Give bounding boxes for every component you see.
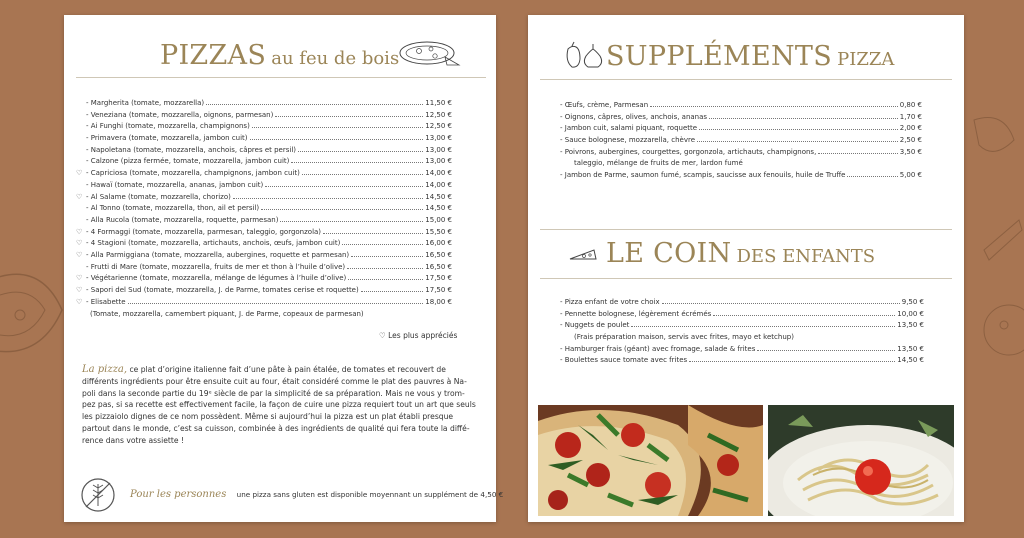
- supplements-title-main: SUPPLÉMENTS: [606, 41, 833, 72]
- dot-leader: [291, 162, 423, 163]
- menu-item-price: 14,50 €: [425, 204, 452, 213]
- menu-item-row: [76, 122, 452, 134]
- menu-item-name: taleggio, mélange de fruits de mer, lardon fumé: [574, 159, 743, 168]
- pizza-sketch-icon: [397, 39, 461, 69]
- heart-icon: ♡: [76, 239, 83, 248]
- kids-rule-top: [540, 229, 952, 230]
- menu-item-row: [560, 356, 924, 368]
- heart-icon: ♡: [76, 169, 83, 178]
- menu-item-row: [560, 148, 922, 160]
- menu-item-row: [76, 228, 452, 240]
- menu-item-name: - Œufs, crème, Parmesan: [560, 101, 649, 109]
- menu-item-row: [76, 251, 452, 263]
- menu-item-name: - Ai Funghi (tomate, mozzarella, champignons): [86, 122, 250, 131]
- no-gluten-icon: [79, 476, 117, 514]
- menu-item-name: - Alla Rucola (tomate, mozzarella, roquette, parmesan): [86, 215, 279, 224]
- dot-leader: [662, 303, 900, 304]
- menu-item-row: [560, 124, 922, 136]
- dot-leader: [713, 315, 895, 316]
- kids-title: [606, 238, 875, 269]
- supplements-list: [560, 101, 922, 183]
- menu-item-price: 16,50 €: [425, 262, 452, 271]
- menu-item-price: 12,50 €: [425, 122, 452, 131]
- heart-icon: ♡: [76, 227, 83, 236]
- menu-item-price: 16,50 €: [425, 250, 452, 259]
- pizza-sketch-left-background: [0, 260, 64, 370]
- menu-item-price: 13,00 €: [425, 157, 452, 166]
- dot-leader: [351, 256, 423, 257]
- dot-leader: [361, 291, 424, 292]
- dot-leader: [302, 174, 423, 175]
- kids-list: [560, 298, 924, 368]
- menu-item-row: [560, 310, 924, 322]
- menu-item-name: - Sauce bolognese, mozzarella, chèvre: [560, 136, 696, 145]
- menu-item-price: 17,50 €: [425, 274, 452, 283]
- heart-icon: ♡: [76, 286, 83, 294]
- dot-leader: [280, 221, 423, 222]
- menu-item-price: 0,80 €: [899, 101, 922, 109]
- menu-item-name: - Boulettes sauce tomate avec frites: [560, 356, 688, 365]
- pizzas-title: [160, 40, 399, 71]
- dot-leader: [631, 326, 895, 327]
- menu-item-row: [76, 286, 452, 298]
- menu-item-row: [76, 169, 452, 181]
- heart-icon: ♡: [76, 192, 83, 201]
- menu-item-price: 11,50 €: [425, 99, 452, 107]
- menu-item-price: 13,00 €: [425, 145, 452, 154]
- supplements-rule: [540, 79, 952, 80]
- menu-item-name: - 4 Stagioni (tomate, mozzarella, artichauts, anchois, œufs, jambon cuit): [86, 239, 341, 248]
- menu-item-price: 10,00 €: [897, 309, 924, 318]
- menu-item-name: - Pizza enfant de votre choix: [560, 298, 660, 306]
- menu-item-name: - Oignons, câpres, olives, anchois, ananas: [560, 112, 708, 121]
- menu-item-name: - Capriciosa (tomate, mozzarella, champignons, jambon cuit): [86, 169, 300, 178]
- dot-leader: [847, 176, 897, 177]
- menu-item-price: 9,50 €: [901, 298, 924, 306]
- kids-rule-bottom: [540, 278, 952, 279]
- dot-leader: [206, 104, 423, 105]
- pizzas-title-sub: au feu de bois: [271, 48, 400, 69]
- heart-icon: ♡: [76, 274, 83, 283]
- dot-leader: [757, 350, 895, 351]
- menu-item-name: - Sapori del Sud (tomate, mozzarella, J. de Parme, tomates cerise et roquette): [86, 286, 359, 294]
- dot-leader: [689, 361, 895, 362]
- menu-item-row: [560, 298, 924, 310]
- menu-item-name: - Jambon de Parme, saumon fumé, scampis, saucisse aux fenouils, huile de Truffe: [560, 171, 846, 180]
- menu-item-price: 2,50 €: [899, 136, 922, 145]
- elisabette-detail: (Tomate, mozzarella, camembert piquant, J. de Parme, copeaux de parmesan): [90, 310, 364, 318]
- pizza-slice-icon: [568, 245, 598, 265]
- kids-title-main: LE COIN: [606, 238, 732, 269]
- menu-item-name: - Végétarienne (tomate, mozzarella, mélange de légumes à l’huile d’olive): [86, 274, 347, 283]
- menu-item-price: 14,50 €: [897, 356, 924, 365]
- dot-leader: [275, 116, 423, 117]
- pizza-intro-paragraph: La pizza, ce plat d’origine italienne fait d’une pâte à pain étalée, de tomates et recouvert de différents ingrédients pour être ensuite cuit au four, était considéré comme le plat des pauvres à Na- poli dans la seconde partie du 19ᵉ siècle de par la simplicité de sa préparation. Mais ne vous y trom- pez pas, si sa recette est effectivement facile, la façon de cuire une pizza requiert tout un art que seuls les pizzaiolo dignes de ce nom possèdent. Même si aujourd’hui la pizza est un plat établi presque partout dans le monde, c’est sa cuisson, combinée à des ingrédients de qualité qui fera toute la diffé- rence dans votre assiette !: [82, 364, 476, 445]
- menu-item-name: - Elisabette: [86, 297, 126, 306]
- menu-item-row: [76, 239, 452, 251]
- dot-leader: [348, 279, 423, 280]
- menu-item-price: 16,00 €: [425, 239, 452, 248]
- menu-item-name: - Veneziana (tomate, mozzarella, oignons, parmesan): [86, 110, 274, 119]
- menu-item-price: 18,00 €: [425, 297, 452, 306]
- menu-item-row: [560, 101, 922, 113]
- menu-item-row: [76, 263, 452, 275]
- menu-item-name: - Al Salame (tomate, mozzarella, chorizo): [86, 192, 231, 201]
- supplements-page: [528, 15, 964, 522]
- dot-leader: [818, 153, 897, 154]
- pasta-photo: [768, 405, 954, 516]
- menu-item-row: [76, 111, 452, 123]
- menu-item-price: 14,50 €: [425, 192, 452, 201]
- dot-leader: [265, 186, 423, 187]
- menu-item-row: [560, 321, 924, 333]
- menu-item-row: [76, 216, 452, 228]
- menu-item-name: - Margherita (tomate, mozzarella): [86, 99, 205, 107]
- menu-item-row: [76, 193, 452, 205]
- dot-leader: [697, 141, 898, 142]
- menu-item-price: 5,00 €: [899, 171, 922, 180]
- menu-item-name: - Hawaï (tomate, mozzarella, ananas, jambon cuit): [86, 180, 264, 189]
- menu-item-row: [76, 99, 452, 111]
- menu-item-name: - Jambon cuit, salami piquant, roquette: [560, 124, 698, 133]
- dot-leader: [128, 303, 424, 304]
- pizzas-title-main: PIZZAS: [160, 40, 267, 71]
- menu-item-name: - Primavera (tomate, mozzarella, jambon cuit): [86, 134, 248, 143]
- gluten-free-note: Pour les personnes une pizza sans gluten est disponible moyennant un supplément de 4,50 €: [130, 489, 504, 500]
- menu-item-row: [560, 333, 924, 345]
- dot-leader: [261, 209, 423, 210]
- menu-item-name: - Napoletana (tomate, mozzarella, anchois, câpres et persil): [86, 145, 296, 154]
- menu-item-row: [76, 298, 452, 310]
- menu-item-row: [76, 204, 452, 216]
- dot-leader: [233, 198, 423, 199]
- heart-icon: ♡: [76, 297, 83, 306]
- menu-item-row: [76, 134, 452, 146]
- menu-item-price: 14,00 €: [425, 180, 452, 189]
- gluten-script-title: Pour les personnes: [130, 489, 227, 500]
- menu-item-row: [560, 136, 922, 148]
- menu-item-row: [76, 274, 452, 286]
- menu-item-name: - Hamburger frais (géant) avec fromage, salade & frites: [560, 344, 756, 353]
- menu-item-price: 1,70 €: [899, 112, 922, 121]
- menu-item-name: - Frutti di Mare (tomate, mozzarella, fruits de mer et thon à l’huile d’olive): [86, 262, 346, 271]
- menu-item-price: 13,00 €: [425, 134, 452, 143]
- dot-leader: [347, 268, 423, 269]
- menu-item-row: [560, 159, 922, 171]
- dot-leader: [650, 106, 898, 107]
- heart-icon: ♡: [76, 250, 83, 259]
- menu-item-price: 13,50 €: [897, 321, 924, 330]
- menu-item-name: - Poivrons, aubergines, courgettes, gorgonzola, artichauts, champignons,: [560, 147, 817, 156]
- menu-item-row: [76, 157, 452, 169]
- menu-item-row: [76, 181, 452, 193]
- pepper-garlic-icon: [562, 41, 604, 71]
- menu-item-price: 12,50 €: [425, 110, 452, 119]
- menu-item-price: 17,50 €: [425, 286, 452, 294]
- supplements-title: [606, 41, 894, 72]
- dot-leader: [252, 127, 423, 128]
- menu-item-name: - 4 Formaggi (tomate, mozzarella, parmesan, taleggio, gorgonzola): [86, 227, 322, 236]
- menu-item-name: - Al Tonno (tomate, mozzarella, thon, ail et persil): [86, 204, 260, 213]
- dot-leader: [342, 244, 423, 245]
- supplements-title-sub: PIZZA: [837, 49, 895, 70]
- pizza-photo: [538, 405, 763, 516]
- kids-title-sub: DES ENFANTS: [736, 246, 876, 267]
- pizza-list: [76, 99, 452, 309]
- menu-item-row: [560, 171, 922, 183]
- intro-script-title: La pizza,: [82, 364, 128, 375]
- menu-item-name: - Nuggets de poulet: [560, 321, 630, 330]
- heart-icon: ♡: [379, 331, 386, 340]
- menu-item-name: - Calzone (pizza fermée, tomate, mozzarella, jambon cuit): [86, 157, 290, 166]
- dot-leader: [709, 118, 898, 119]
- dot-leader: [323, 233, 423, 234]
- menu-item-price: 3,50 €: [899, 147, 922, 156]
- menu-item-price: 13,50 €: [897, 344, 924, 353]
- menu-item-row: [560, 345, 924, 357]
- menu-item-name: - Alla Parmiggiana (tomate, mozzarella, aubergines, roquette et parmesan): [86, 250, 350, 259]
- menu-item-row: [76, 146, 452, 158]
- menu-item-name: - Pennette bolognese, légèrement écrémés: [560, 309, 712, 318]
- menu-item-price: 15,00 €: [425, 215, 452, 224]
- menu-item-price: 14,00 €: [425, 169, 452, 178]
- dot-leader: [250, 139, 424, 140]
- title-rule: [76, 77, 486, 78]
- menu-item-row: [560, 113, 922, 125]
- dot-leader: [298, 151, 423, 152]
- kitchen-sketch-right-background: [964, 100, 1024, 400]
- dot-leader: [699, 129, 898, 130]
- pizza-menu-page: [64, 15, 504, 522]
- favorites-legend: ♡ Les plus appréciés: [379, 331, 458, 340]
- menu-item-name: (Frais préparation maison, servis avec frites, mayo et ketchup): [574, 333, 794, 342]
- menu-item-price: 2,00 €: [899, 124, 922, 133]
- menu-item-price: 15,50 €: [425, 227, 452, 236]
